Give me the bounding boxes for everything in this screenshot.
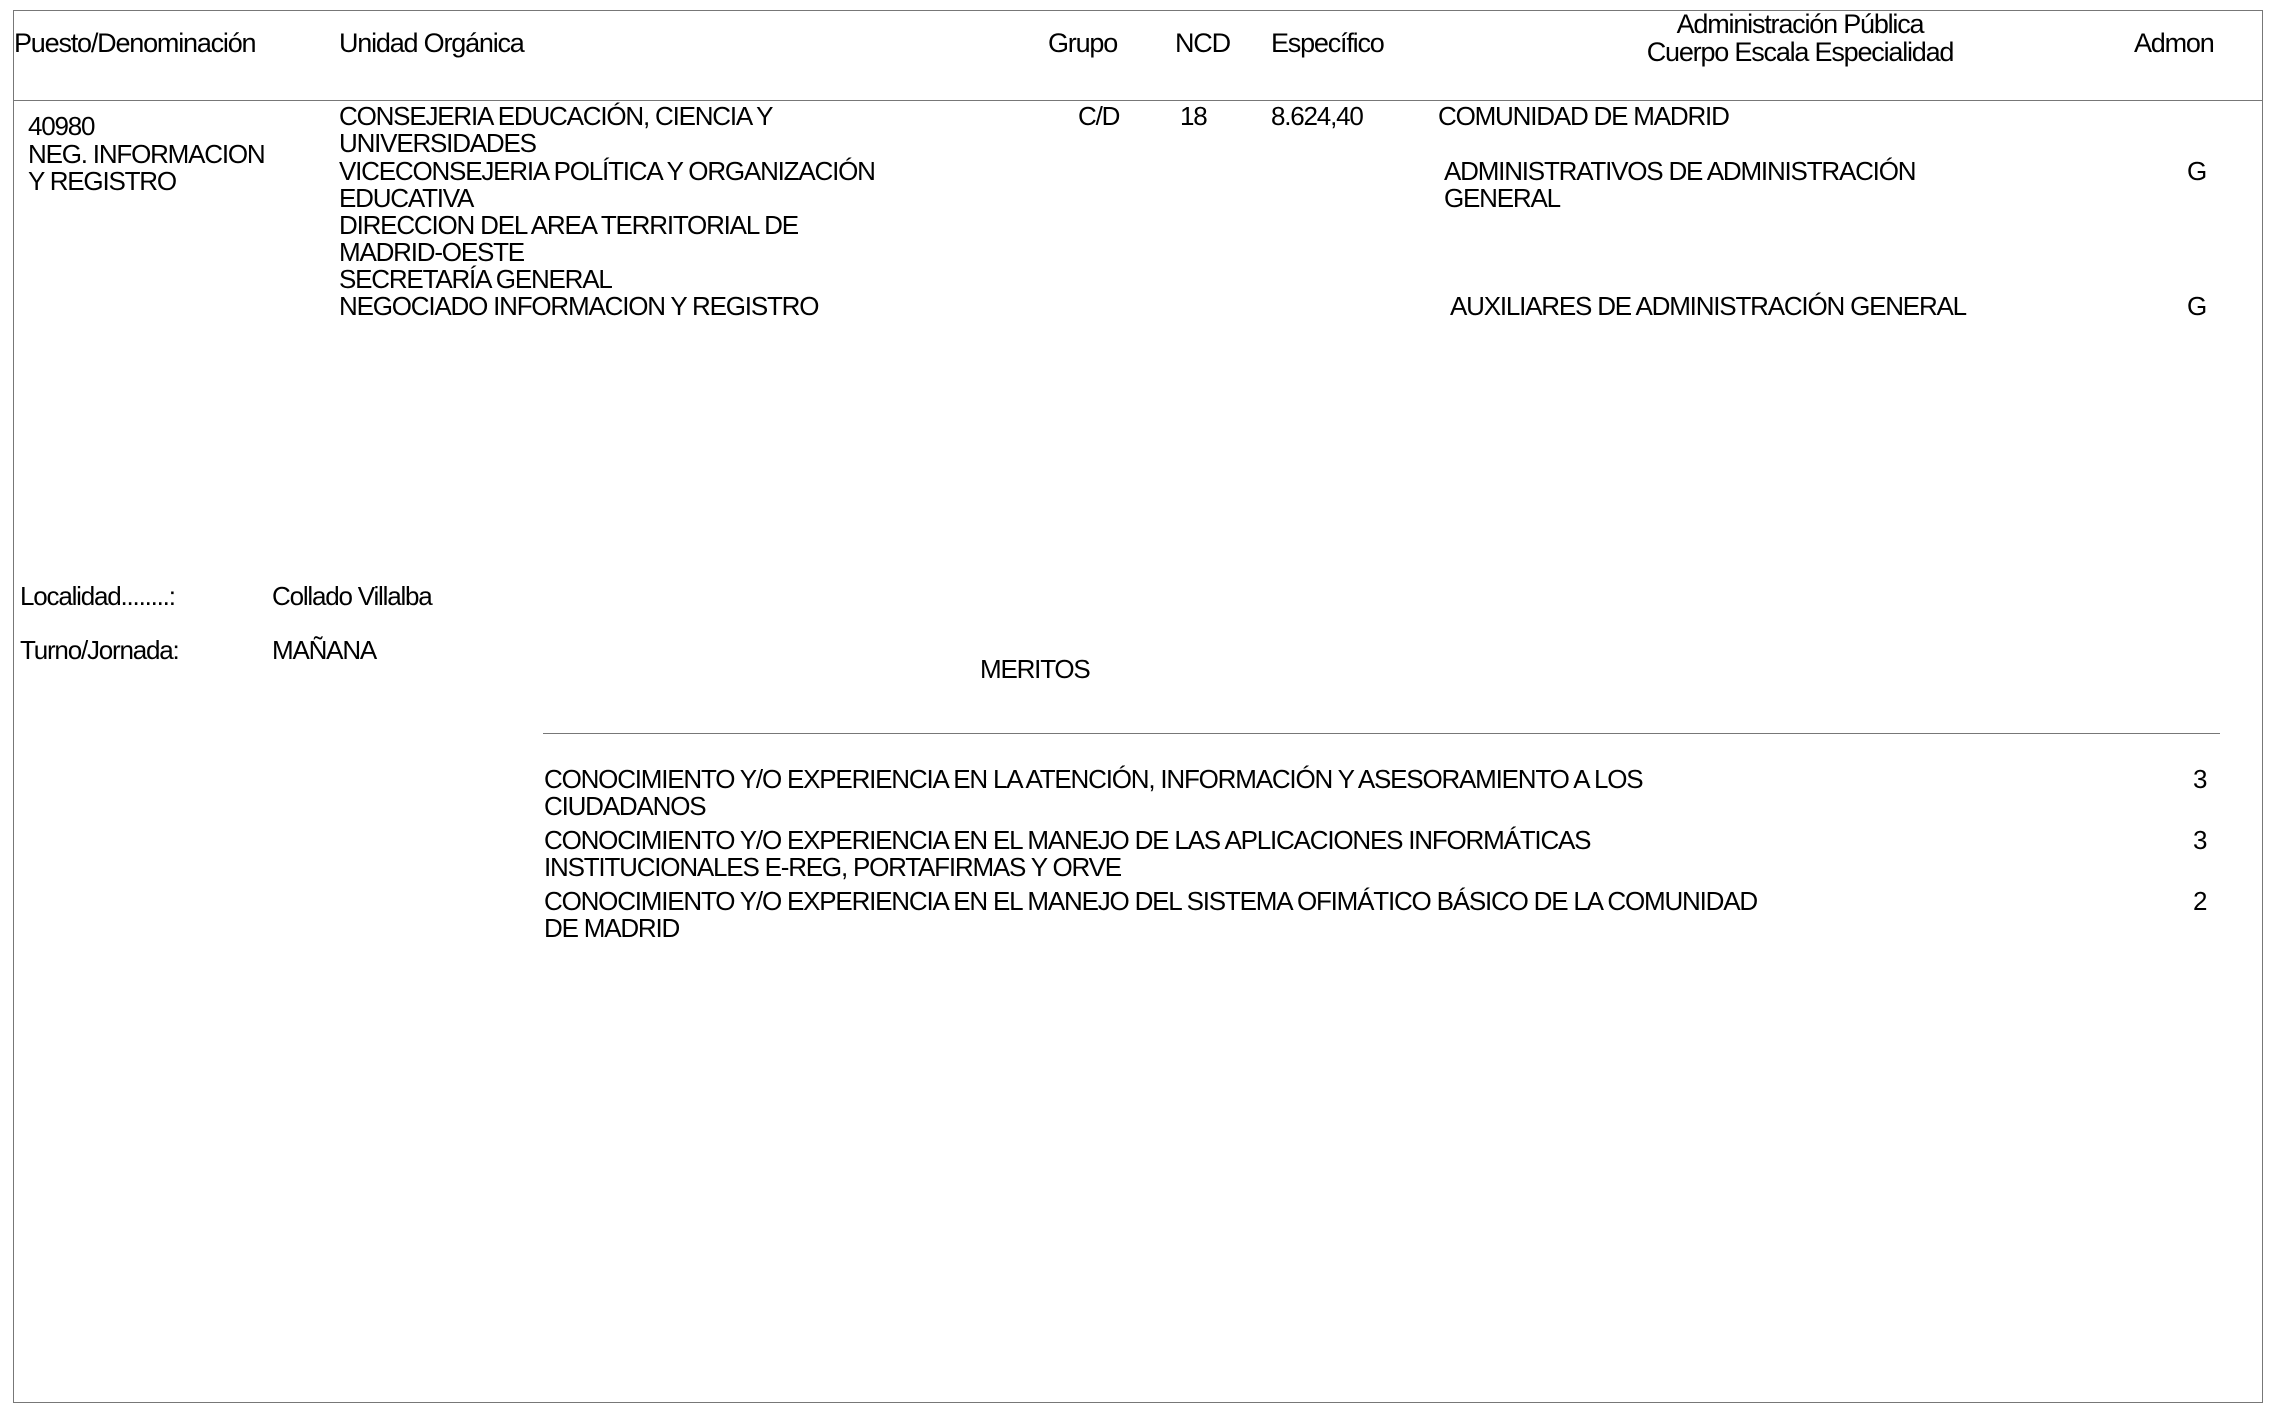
- merito-points: 2: [2193, 886, 2207, 916]
- position-ncd: 18: [1180, 101, 1207, 131]
- merito-line1: CONOCIMIENTO Y/O EXPERIENCIA EN LA ATENCIÓN, INFORMACIÓN Y ASESORAMIENTO A LOS: [544, 764, 1643, 794]
- merito-line2: DE MADRID: [544, 913, 680, 943]
- merito-line2: INSTITUCIONALES E-REG, PORTAFIRMAS Y ORVE: [544, 852, 1121, 882]
- cuerpo-admon: G: [2187, 156, 2207, 186]
- position-name-line1: NEG. INFORMACION: [28, 139, 265, 169]
- merito-line2: CIUDADANOS: [544, 791, 706, 821]
- position-grupo: C/D: [1078, 101, 1120, 131]
- position-code: 40980: [28, 111, 95, 141]
- cuerpo-admon: G: [2187, 291, 2207, 321]
- header-admon: Admon: [2134, 28, 2214, 58]
- unidad-line: MADRID-OESTE: [339, 237, 524, 267]
- merito-points: 3: [2193, 764, 2207, 794]
- position-name-line2: Y REGISTRO: [28, 166, 176, 196]
- turno-label: Turno/Jornada:: [20, 635, 179, 665]
- unidad-line: CONSEJERIA EDUCACIÓN, CIENCIA Y: [339, 101, 773, 131]
- header-ncd: NCD: [1175, 28, 1230, 58]
- merito-line1: CONOCIMIENTO Y/O EXPERIENCIA EN EL MANEJO DEL SISTEMA OFIMÁTICO BÁSICO DE LA COMUNIDAD: [544, 886, 1757, 916]
- meritos-divider: [543, 733, 2220, 734]
- header-grupo: Grupo: [1048, 28, 1118, 58]
- position-especifico: 8.624,40: [1271, 101, 1363, 131]
- cuerpo-line1: AUXILIARES DE ADMINISTRACIÓN GENERAL: [1450, 291, 1966, 321]
- header-unidad: Unidad Orgánica: [339, 28, 524, 58]
- unidad-line: VICECONSEJERIA POLÍTICA Y ORGANIZACIÓN: [339, 156, 875, 186]
- localidad-label: Localidad........:: [20, 581, 175, 611]
- header-puesto: Puesto/Denominación: [14, 28, 256, 58]
- cuerpo-line1: ADMINISTRATIVOS DE ADMINISTRACIÓN: [1444, 156, 1916, 186]
- position-administracion: COMUNIDAD DE MADRID: [1438, 101, 1729, 131]
- header-cuerpo-escala: Cuerpo Escala Especialidad: [1646, 37, 1954, 67]
- cuerpo-line2: GENERAL: [1444, 183, 1560, 213]
- unidad-line: EDUCATIVA: [339, 183, 474, 213]
- unidad-line: DIRECCION DEL AREA TERRITORIAL DE: [339, 210, 798, 240]
- unidad-line: NEGOCIADO INFORMACION Y REGISTRO: [339, 291, 819, 321]
- localidad-value: Collado Villalba: [272, 581, 432, 611]
- unidad-line: UNIVERSIDADES: [339, 128, 536, 158]
- turno-value: MAÑANA: [272, 635, 377, 665]
- header-admin-publica: Administración Pública: [1676, 9, 1924, 39]
- unidad-line: SECRETARÍA GENERAL: [339, 264, 612, 294]
- merito-points: 3: [2193, 825, 2207, 855]
- merito-line1: CONOCIMIENTO Y/O EXPERIENCIA EN EL MANEJO DE LAS APLICACIONES INFORMÁTICAS: [544, 825, 1591, 855]
- header-especifico: Específico: [1271, 28, 1384, 58]
- meritos-title: MERITOS: [980, 654, 1090, 684]
